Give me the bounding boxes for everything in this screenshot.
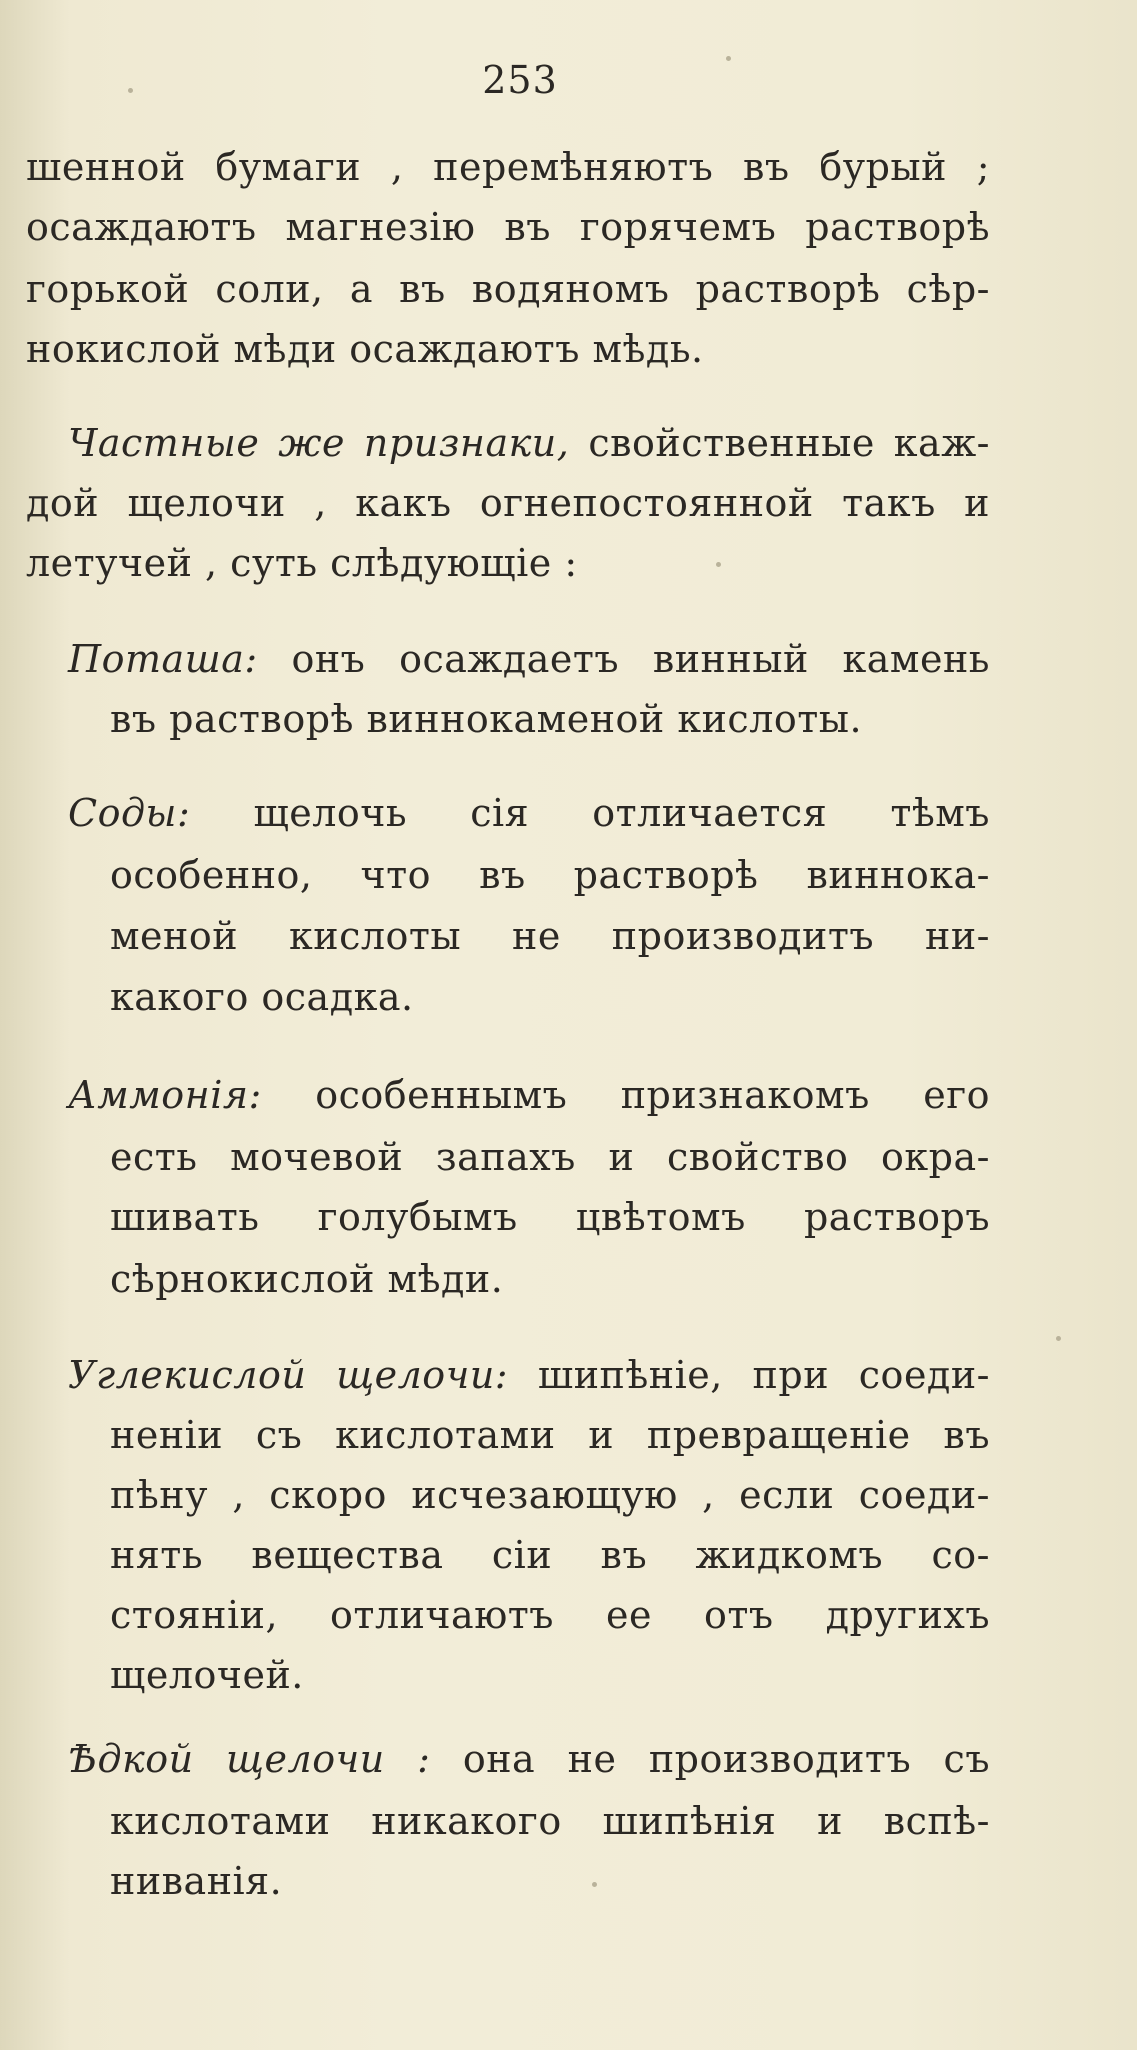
text-span: она не производитъ съ [462, 1737, 990, 1781]
text-span: свойственные каж- [588, 421, 990, 465]
text-line: ниванія. [110, 1859, 283, 1903]
entry-term: Аммонія: [68, 1073, 262, 1117]
text-line: сѣрнокислой мѣди. [110, 1257, 504, 1301]
text-line: есть мочевой запахъ и свойство окра- [110, 1135, 990, 1179]
text-line: неніи съ кислотами и превращеніе въ [110, 1413, 990, 1457]
text-line: пѣну , скоро исчезающую , если соеди- [110, 1473, 990, 1517]
entry-term: Соды: [68, 791, 191, 835]
paper-speck [726, 56, 731, 61]
entry-term: Поташа: [68, 637, 258, 681]
text-line: особенно, что въ растворѣ виннока- [110, 853, 990, 897]
paper-speck [1056, 1336, 1061, 1341]
entry-line [68, 791, 990, 835]
text-line: шивать голубымъ цвѣтомъ растворъ [110, 1195, 990, 1239]
entry-line [68, 1073, 990, 1117]
entry-line [68, 637, 990, 681]
text-span: щелочь сія отличается тѣмъ [253, 791, 990, 835]
text-line: нокислой мѣди осаждаютъ мѣдь. [26, 327, 704, 371]
entry-line [68, 1353, 990, 1397]
text-line: нять вещества сіи въ жидкомъ со- [110, 1533, 990, 1577]
text-line [68, 421, 990, 465]
entry-term: Ѣдкой щелочи : [68, 1737, 431, 1781]
text-line: щелочей. [110, 1653, 304, 1697]
page-number: 253 [482, 58, 558, 102]
text-line: въ растворѣ виннокаменой кислоты. [110, 697, 863, 741]
italic-lead: Частные же признаки, [68, 421, 570, 465]
text-line: кислотами никакого шипѣнія и вспѣ- [110, 1799, 990, 1843]
text-span: особеннымъ признакомъ его [315, 1073, 990, 1117]
text-line: летучей , суть слѣдующіе : [26, 541, 578, 585]
text-span: онъ осаждаетъ винный камень [291, 637, 990, 681]
text-line: осаждаютъ магнезію въ горячемъ растворѣ [26, 205, 990, 249]
text-line: меной кислоты не производитъ ни- [110, 914, 990, 958]
paper-speck [592, 1882, 597, 1887]
text-span: шипѣніе, при соеди- [537, 1353, 990, 1397]
text-line: горькой соли, а въ водяномъ растворѣ сѣр- [26, 267, 990, 311]
entry-term: Углекислой щелочи: [68, 1353, 509, 1397]
paper-speck [716, 562, 721, 567]
entry-line [68, 1737, 990, 1781]
text-line: шенной бумаги , перемѣняютъ въ бурый ; [26, 145, 990, 189]
text-line: какого осадка. [110, 975, 414, 1019]
paper-speck [128, 88, 133, 93]
text-line: стояніи, отличаютъ ее отъ другихъ [110, 1593, 990, 1637]
text-line: дой щелочи , какъ огнепостоянной такъ и [26, 481, 990, 525]
